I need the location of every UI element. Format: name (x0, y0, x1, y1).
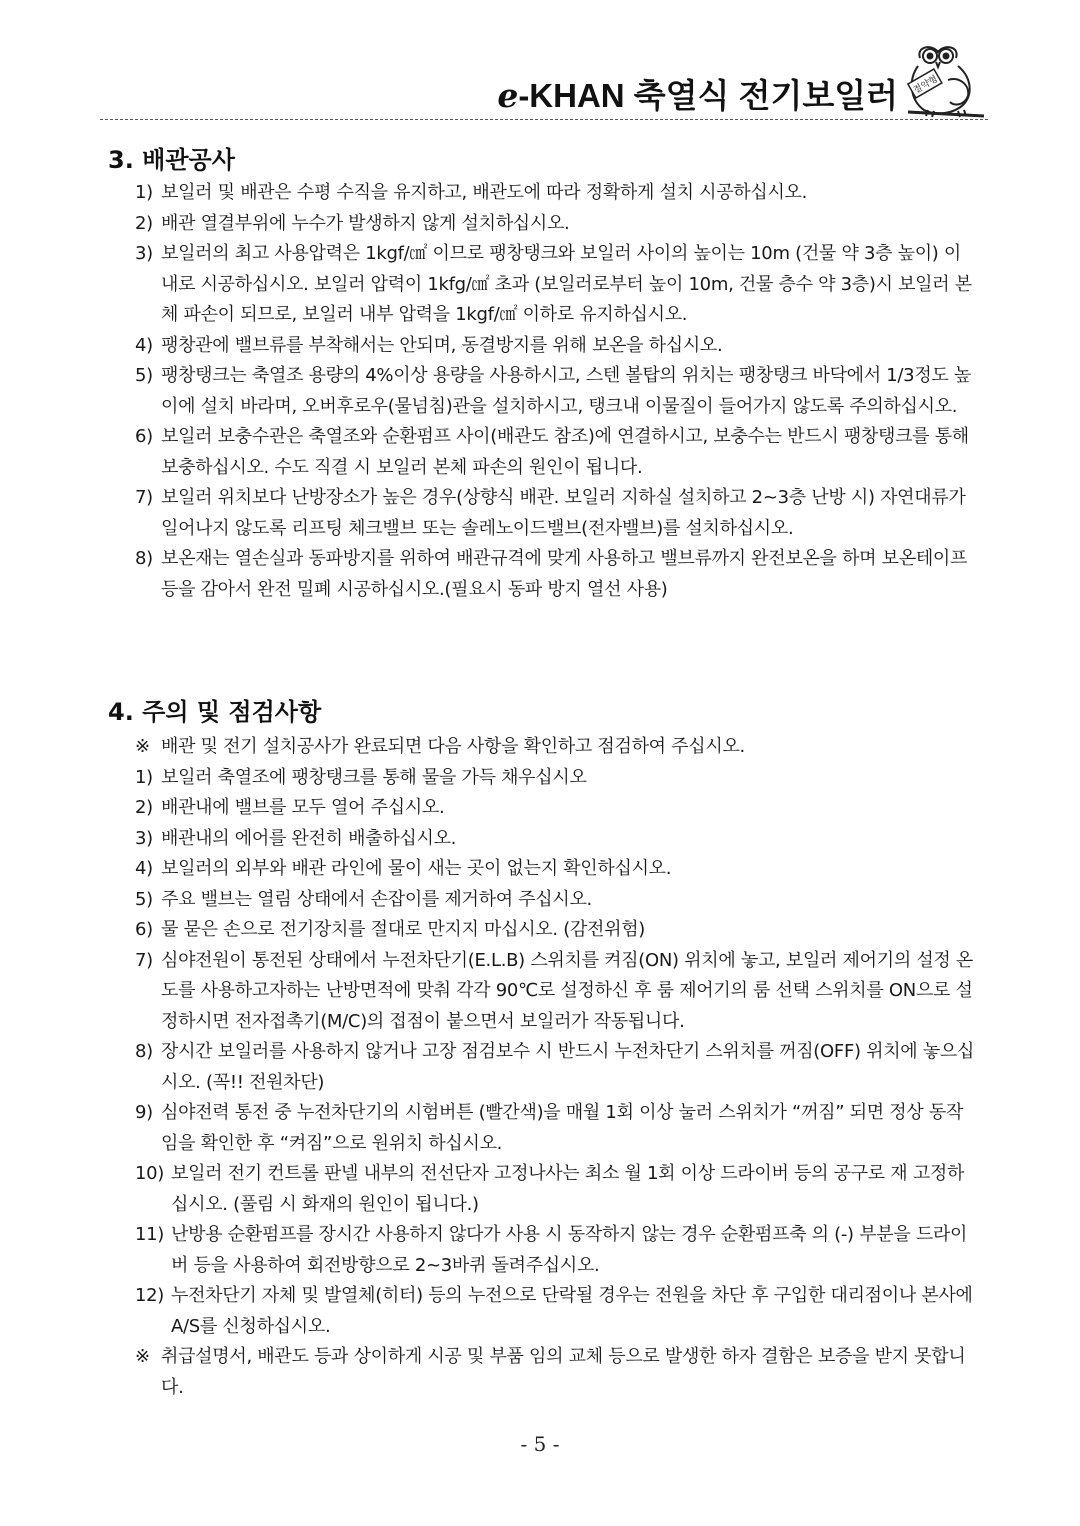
list-item: 5) 팽창탱크는 축열조 용량의 4%이상 용량을 사용하시고, 스텐 볼탑의 위치는 팽창탱크 바닥에서 1/3정도 높이에 설치 바라며, 오버후로우(물넘침)관을 설치하시고, 탱크내 이물질이 들어가지 않도록 주의하십시오. (135, 365, 972, 417)
notice-item: ※ 취급설명서, 배관도 등과 상이하게 시공 및 부품 임의 교체 등으로 발생한 하자 결함은 보증을 받지 못합니다. (135, 1346, 966, 1398)
section-4-title: 4. 주의 및 점검사항 (108, 698, 322, 726)
list-item: 2) 배관내에 밸브를 모두 열어 주십시오. (135, 797, 445, 818)
section-4-list (135, 732, 978, 1403)
list-item: 10) 보일러 전기 컨트롤 판넬 내부의 전선단자 고정나사는 최소 월 1회 이상 드라이버 등의 공구로 재 고정하십시오. (풀림 시 화재의 원인이 됩니다.) (135, 1163, 965, 1215)
list-item: 7) 심야전원이 통전된 상태에서 누전차단기(E.L.B) 스위치를 켜짐(ON) 위치에 놓고, 보일러 제어기의 설정 온도를 사용하고자하는 난방면적에 맞춰 각각 90℃로 설정하신 후 룸 제어기의 룸 선택 스위치를 ON으로 설정하시면 전자접촉기(M/C)의 접점이 붙으면서 보일러가 작동됩니다. (135, 949, 974, 1032)
list-item: 6) 보일러 보충수관은 축열조와 순환펌프 사이(배관도 참조)에 연결하시고, 보충수는 반드시 팽창탱크를 통해 보충하십시오. 수도 직결 시 보일러 본체 파손의 원인이 됩니다. (135, 426, 969, 478)
list-item: 5) 주요 밸브는 열림 상태에서 손잡이를 제거하여 주십시오. (135, 888, 592, 910)
list-item: 3) 배관내의 에어를 완전히 배출하십시오. (135, 827, 457, 849)
list-item: 12) 누전차단기 자체 및 발열체(히터) 등의 누전으로 단락될 경우는 전원을 차단 후 구입한 대리점이나 본사에 A/S를 신청하십시오. (135, 1285, 973, 1337)
section-3-title: 3. 배관공사 (108, 146, 235, 174)
owl-badge-text: 절약형 (912, 74, 940, 97)
list-item: 7) 보일러 위치보다 난방장소가 높은 경우(상향식 배관. 보일러 지하실 설치하고 2~3층 난방 시) 자연대류가 일어나지 않도록 리프팅 체크밸브 또는 솔레노이드밸브(전자밸브)를 설치하십시오. (135, 487, 966, 539)
list-item: 1) 보일러 축열조에 팽창탱크를 통해 물을 가득 채우십시오 (135, 766, 587, 788)
list-item: 3) 보일러의 최고 사용압력은 1kgf/㎠ 이므로 팽창탱크와 보일러 사이의 높이는 10m (건물 약 3층 높이) 이내로 시공하십시오. 보일러 압력이 1kfg/㎠ 초과 (보일러로부터 높이 10m, 건물 층수 약 3층)시 보일러 본체 파손이 되므로, 보일러 내부 압력을 1kgf/㎠ 이하로 유지하십시오. (135, 243, 972, 325)
list-item: 2) 배관 열결부위에 누수가 발생하지 않게 설치하십시오. (135, 212, 570, 234)
list-item: 8) 장시간 보일러를 사용하지 않거나 고장 점검보수 시 반드시 누전차단기 스위치를 꺼짐(OFF) 위치에 놓으십시오. (꼭!! 전원차단) (135, 1041, 975, 1093)
header-divider (100, 119, 988, 120)
page-number: - 5 - (520, 1432, 560, 1456)
section-3-list (135, 178, 978, 605)
owl-mascot-icon (898, 40, 990, 122)
notice-item: ※ 배관 및 전기 설치공사가 완료되면 다음 사항을 확인하고 점검하여 주십시오. (135, 736, 745, 757)
brand-text: -KHAN 축열식 전기보일러 (518, 77, 898, 114)
list-item: 8) 보온재는 열손실과 동파방지를 위하여 배관규격에 맞게 사용하고 밸브류까지 완전보온을 하며 보온테이프 등을 감아서 완전 밀폐 시공하십시오.(필요시 동파 방지 열선 사용) (135, 548, 968, 600)
brand-title (497, 70, 898, 117)
list-item: 6) 물 묻은 손으로 전기장치를 절대로 만지지 마십시오. (감전위험) (135, 919, 646, 940)
page-header (100, 40, 990, 120)
list-item: 9) 심야전력 통전 중 누전차단기의 시험버튼 (빨간색)을 매월 1회 이상 눌러 스위치가 “꺼짐” 되면 정상 동작임을 확인한 후 “켜짐”으로 원위치 하십시오. (135, 1102, 964, 1154)
list-item: 11) 난방용 순환펌프를 장시간 사용하지 않다가 사용 시 동작하지 않는 경우 순환펌프축 의 (-) 부분을 드라이버 등을 사용하여 회전방향으로 2~3바퀴 돌려주십시오. (135, 1224, 968, 1276)
list-item: 4) 팽창관에 밸브류를 부착해서는 안되며, 동결방지를 위해 보온을 하십시오. (135, 334, 723, 356)
brand-prefix: e (497, 76, 519, 115)
list-item: 4) 보일러의 외부와 배관 라인에 물이 새는 곳이 없는지 확인하십시오. (135, 858, 672, 879)
list-item: 1) 보일러 및 배관은 수평 수직을 유지하고, 배관도에 따라 정확하게 설치 시공하십시오. (135, 182, 808, 203)
